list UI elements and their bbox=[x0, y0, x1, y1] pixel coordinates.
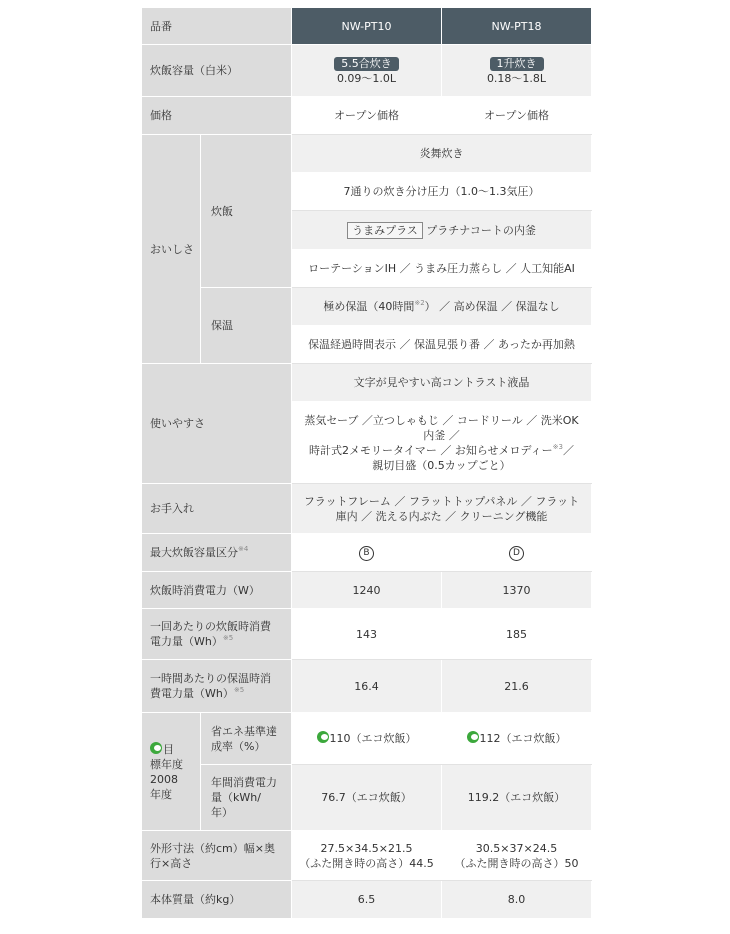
label-per-hour bbox=[142, 660, 292, 713]
note-mark: ※5 bbox=[222, 634, 234, 642]
row-hoon-1 bbox=[142, 288, 592, 326]
eco-mark-icon bbox=[467, 731, 479, 743]
row-per-hour bbox=[142, 660, 592, 713]
usability-features bbox=[292, 402, 592, 484]
per-cook-pt10: 143 bbox=[292, 609, 442, 660]
annual-label: 年） bbox=[211, 806, 233, 819]
suihan-enbu: 炎舞炊き bbox=[292, 135, 592, 173]
eff-value: 112（エコ炊飯） bbox=[479, 732, 567, 745]
row-target-annual bbox=[142, 765, 592, 831]
dims-value: （ふた開き時の高さ）44.5 bbox=[299, 856, 434, 870]
annual-pt18: 119.2（エコ炊飯） bbox=[442, 765, 592, 831]
max-class-label: 最大炊飯容量区分 bbox=[150, 546, 238, 559]
capacity-badge: 5.5合炊き bbox=[334, 57, 399, 71]
care-features bbox=[292, 484, 592, 534]
label-max-class bbox=[142, 534, 292, 572]
label-eff bbox=[201, 713, 292, 765]
per-cook-label: 一回あたりの炊飯時消費 bbox=[150, 620, 271, 633]
per-hour-pt10: 16.4 bbox=[292, 660, 442, 713]
usability-line: 蒸気セーブ ／立つしゃもじ ／ コードリール ／ 洗米OK bbox=[304, 413, 579, 427]
eff-pt18 bbox=[442, 713, 592, 765]
label-per-cook bbox=[142, 609, 292, 660]
eco-mark-icon bbox=[150, 742, 162, 754]
hoon-line1 bbox=[292, 288, 592, 326]
capacity-pt18 bbox=[442, 45, 592, 97]
row-care bbox=[142, 484, 592, 534]
suihan-ih: ローテーションIH ／ うまみ圧力蒸らし ／ 人工知能AI bbox=[292, 250, 592, 288]
power-pt10: 1240 bbox=[292, 572, 442, 609]
target-label: 目 bbox=[163, 742, 174, 756]
target-label: 年度 bbox=[150, 787, 172, 801]
dims-label: 行×高さ bbox=[150, 856, 193, 870]
max-class-pt18 bbox=[442, 534, 592, 572]
row-weight bbox=[142, 881, 592, 919]
hoon-text: 極め保温（40時間 bbox=[323, 300, 415, 313]
price-pt18: オープン価格 bbox=[442, 97, 592, 135]
note-mark: ※3 bbox=[552, 442, 563, 451]
row-power bbox=[142, 572, 592, 609]
dims-pt10 bbox=[292, 831, 442, 881]
label-capacity: 炊飯容量（白米） bbox=[142, 45, 292, 97]
row-capacity bbox=[142, 45, 592, 97]
model-pt18: NW-PT18 bbox=[442, 8, 592, 45]
label-target-year bbox=[142, 713, 201, 831]
label-annual bbox=[201, 765, 292, 831]
eco-mark-icon bbox=[317, 731, 329, 743]
label-suihan: 炊飯 bbox=[201, 135, 292, 288]
usability-line: 親切目盛（0.5カップごと） bbox=[372, 458, 511, 472]
suihan-umami bbox=[292, 211, 592, 250]
per-hour-pt18: 21.6 bbox=[442, 660, 592, 713]
annual-label: 年間消費電力 bbox=[211, 776, 277, 789]
row-dims bbox=[142, 831, 592, 881]
per-hour-label: 一時間あたりの保温時消 bbox=[150, 672, 271, 685]
dims-value: 30.5×37×24.5 bbox=[475, 841, 558, 855]
row-target-eff bbox=[142, 713, 592, 765]
label-oishisa: おいしさ bbox=[142, 135, 201, 364]
weight-pt10: 6.5 bbox=[292, 881, 442, 919]
per-hour-label: 費電力量（Wh） bbox=[150, 687, 234, 700]
row-max-class bbox=[142, 534, 592, 572]
umami-rest: プラチナコートの内釜 bbox=[426, 223, 536, 237]
per-cook-label: 電力量（Wh） bbox=[150, 635, 223, 648]
target-label: 2008 bbox=[150, 772, 178, 786]
label-power: 炊飯時消費電力（W） bbox=[142, 572, 292, 609]
hoon-line2: 保温経過時間表示 ／ 保温見張り番 ／ あったか再加熱 bbox=[292, 326, 592, 364]
dims-value: （ふた開き時の高さ）50 bbox=[454, 856, 579, 870]
power-pt18: 1370 bbox=[442, 572, 592, 609]
row-usability-1 bbox=[142, 364, 592, 402]
eff-value: 110（エコ炊飯） bbox=[329, 732, 417, 745]
capacity-pt10 bbox=[292, 45, 442, 97]
eff-pt10 bbox=[292, 713, 442, 765]
row-per-cook bbox=[142, 609, 592, 660]
label-price: 価格 bbox=[142, 97, 292, 135]
umami-plus-box: うまみプラス bbox=[347, 222, 423, 239]
capacity-range: 0.18〜1.8L bbox=[486, 71, 547, 85]
usability-line: 時計式2メモリータイマー ／ お知らせメロディー bbox=[309, 443, 553, 457]
dims-label: 外形寸法（約cm）幅×奥 bbox=[150, 841, 275, 855]
annual-pt10: 76.7（エコ炊飯） bbox=[292, 765, 442, 831]
dims-pt18 bbox=[442, 831, 592, 881]
target-label: 標年度 bbox=[150, 757, 183, 771]
eff-label: 省エネ基準達 bbox=[211, 724, 277, 738]
capacity-badge: 1升炊き bbox=[490, 57, 544, 71]
row-price bbox=[142, 97, 592, 135]
label-dims bbox=[142, 831, 292, 881]
label-care: お手入れ bbox=[142, 484, 292, 534]
label-hoon: 保温 bbox=[201, 288, 292, 364]
row-model bbox=[142, 8, 592, 45]
usability-line: 内釜 ／ bbox=[423, 428, 460, 442]
label-model: 品番 bbox=[142, 8, 292, 45]
per-cook-pt18: 185 bbox=[442, 609, 592, 660]
label-weight: 本体質量（約kg） bbox=[142, 881, 292, 919]
annual-label: 量（kWh/ bbox=[211, 791, 261, 804]
label-usability: 使いやすさ bbox=[142, 364, 292, 484]
weight-pt18: 8.0 bbox=[442, 881, 592, 919]
max-class-pt10 bbox=[292, 534, 442, 572]
class-b-icon: B bbox=[359, 546, 374, 561]
capacity-range: 0.09〜1.0L bbox=[336, 71, 397, 85]
dims-value: 27.5×34.5×21.5 bbox=[320, 841, 413, 855]
hoon-text: ） ／ 高め保温 ／ 保温なし bbox=[424, 300, 560, 313]
eff-label: 成率（%） bbox=[211, 739, 266, 753]
care-line: フラットフレーム ／ フラットトップパネル ／ フラット bbox=[303, 494, 580, 508]
class-d-icon: D bbox=[509, 546, 524, 561]
price-pt10: オープン価格 bbox=[292, 97, 442, 135]
note-mark: ※5 bbox=[233, 686, 245, 694]
model-pt10: NW-PT10 bbox=[292, 8, 442, 45]
suihan-pressure: 7通りの炊き分け圧力（1.0〜1.3気圧） bbox=[292, 173, 592, 211]
note-mark: ※4 bbox=[238, 545, 249, 553]
note-mark: ※2 bbox=[414, 299, 425, 307]
usability-line: ／ bbox=[562, 443, 574, 457]
spec-table bbox=[141, 7, 592, 919]
care-line: 庫内 ／ 洗える内ぶた ／ クリーニング機能 bbox=[335, 509, 548, 523]
usability-lcd: 文字が見やすい高コントラスト液晶 bbox=[292, 364, 592, 402]
row-suihan-1 bbox=[142, 135, 592, 173]
